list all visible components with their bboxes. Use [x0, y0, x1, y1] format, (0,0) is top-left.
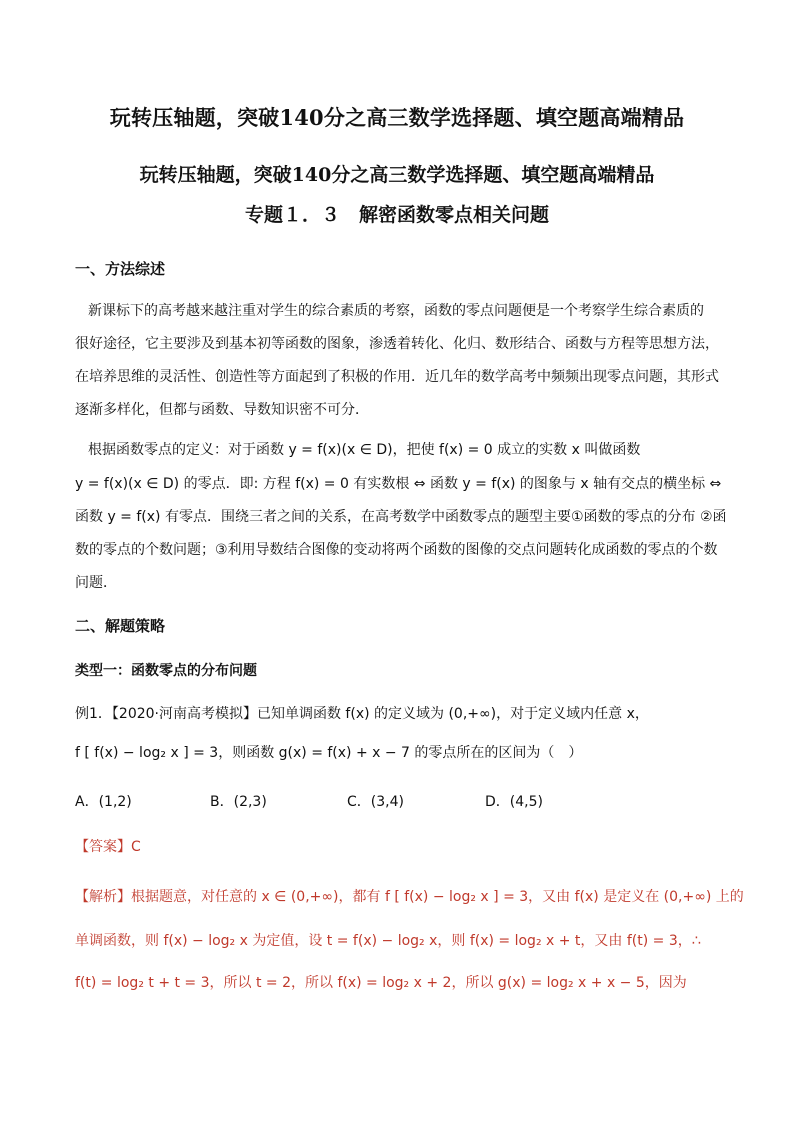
paragraph-line: 逐渐多样化，但都与函数、导数知识密不可分．	[75, 402, 369, 418]
paragraph-line: 新课标下的高考越来越注重对学生的综合素质的考察，函数的零点问题便是一个考察学生综合素质的	[88, 303, 704, 319]
option-b: B．(2,3)	[210, 794, 267, 810]
answer-label: 【答案】C	[75, 839, 141, 855]
paragraph-line: 数的零点的个数问题；③利用导数结合图像的变动将两个函数的图像的交点问题转化成函数的零点的个数	[75, 542, 718, 558]
option-a: A．(1,2)	[75, 794, 132, 810]
paragraph-line: 问题．	[75, 575, 117, 591]
topic-title: 专题１．３ 解密函数零点相关问题	[244, 204, 549, 226]
section-heading-method-overview: 一、方法综述	[75, 260, 166, 278]
paragraph-line: 根据函数零点的定义：对于函数 y = f(x)(x ∈ D)，把使 f(x) = 0 成立的实数 x 叫做函数	[88, 442, 641, 458]
analysis-line: f(t) = log₂ t + t = 3，所以 t = 2，所以 f(x) = log₂ x + 2，所以 g(x) = log₂ x + x − 5，因为	[75, 975, 687, 991]
paragraph-line: 很好途径，它主要涉及到基本初等函数的图象，渗透着转化、化归、数形结合、函数与方程等思想方法，	[75, 336, 719, 352]
option-d: D．(4,5)	[485, 794, 543, 810]
example-line: f [ f(x) − log₂ x ] = 3，则函数 g(x) = f(x) + x − 7 的零点所在的区间为（ ）	[75, 745, 583, 761]
option-c: C．(3,4)	[347, 794, 404, 810]
analysis-line: 【解析】根据题意，对任意的 x ∈ (0,+∞)，都有 f [ f(x) − log₂ x ] = 3，又由 f(x) 是定义在 (0,+∞) 上的	[75, 889, 744, 905]
paragraph-line: 函数 y = f(x) 有零点．围绕三者之间的关系，在高考数学中函数零点的题型主要①函数的零点的分布 ②函	[75, 509, 727, 525]
section-heading-strategy: 二、解题策略	[75, 617, 166, 635]
paragraph-line: 在培养思维的灵活性、创造性等方面起到了积极的作用．近几年的数学高考中频频出现零点问题，其形式	[75, 369, 719, 385]
document-subtitle: 玩转压轴题，突破140分之高三数学选择题、填空题高端精品	[139, 164, 655, 186]
paragraph-line: y = f(x)(x ∈ D) 的零点．即: 方程 f(x) = 0 有实数根 ⇔ 函数 y = f(x) 的图象与 x 轴有交点的横坐标 ⇔	[75, 476, 722, 492]
example-line: 例1．【2020·河南高考模拟】已知单调函数 f(x) 的定义域为 (0,+∞)，对于定义域内任意 x，	[75, 706, 649, 722]
analysis-line: 单调函数，则 f(x) − log₂ x 为定值，设 t = f(x) − log₂ x，则 f(x) = log₂ x + t，又由 f(t) = 3，∴	[75, 933, 701, 949]
document-title: 玩转压轴题，突破140分之高三数学选择题、填空题高端精品	[109, 105, 685, 130]
type-heading: 类型一：函数零点的分布问题	[75, 663, 257, 679]
